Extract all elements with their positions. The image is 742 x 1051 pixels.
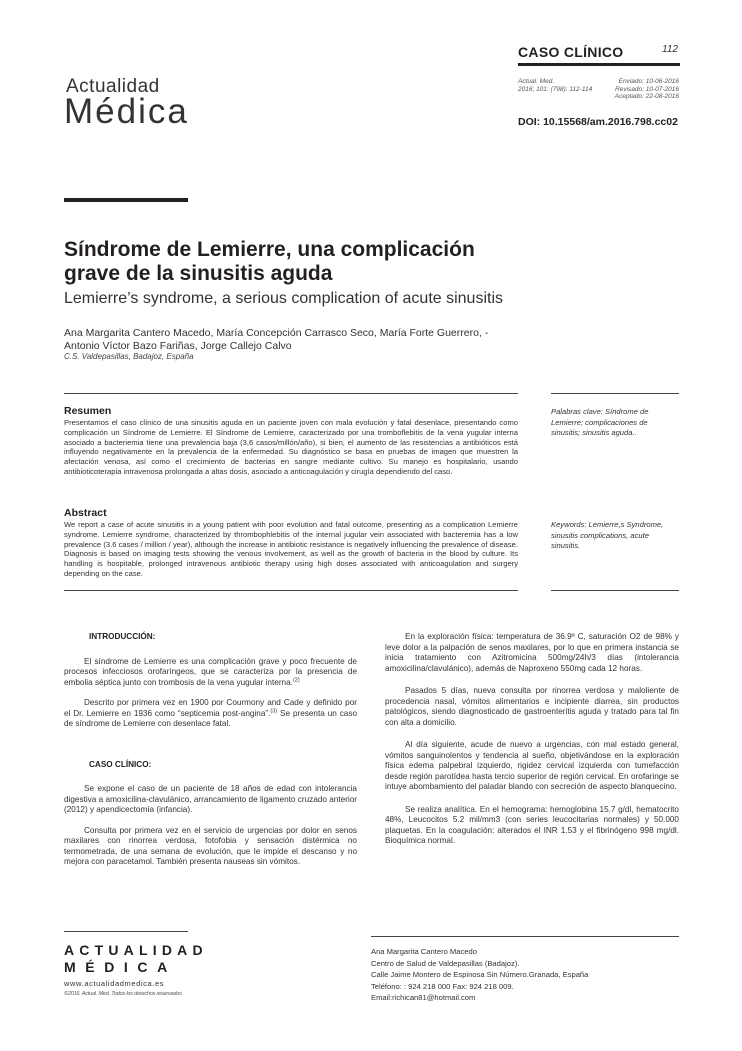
journal-url[interactable]: www.actualidadmedica.es [64,979,165,988]
abstract-top-rule [64,393,518,394]
citation-line: Actual. Med. [518,78,555,85]
header-rule-right [518,63,680,66]
intro-p2-text: Descrito por primera vez en 1900 por Courmony and Cade y definido por el Dr. Lemierre en 1936 como “septicemia post-angina”. [64,698,357,718]
keywords-top-rule [551,393,679,394]
title-line-2: grave de la sinusitis aguda [64,262,333,285]
contact-email[interactable]: Email:richican81@hotmail.com [371,993,476,1003]
keywords-es [551,407,681,439]
keywords-en-line: Keywords: Lemierre,s Syndrome, [551,520,664,529]
abstract-bottom-rule [64,590,518,591]
contact-name: Ana Margarita Cantero Macedo [371,947,477,956]
abstract-es-heading: Resumen [64,405,112,417]
emergency-paragraph: Al día siguiente, acude de nuevo a urgencias, con mal estado general, vómitos sanguinolentos y tendencia al sueño, objetivándose en la exploración física edema palpebral izquierdo, rigidez cervical izquierda con tumefacción desde región parotídea hasta tercio superior de región cervical. En orofaringe se intuye abombamiento del paladar blando con secreción de aspecto blanquecino. [385,740,679,791]
body-right-column [385,632,679,847]
intro-p2-text-b: Se presenta un caso de síndrome de Lemierre con desenlace fatal. [64,708,358,728]
footer-logo-line2: MÉDICA [64,959,177,975]
page-number: 112 [662,44,678,55]
authors-line-2: Antonio Víctor Bazo Fariñas, Jorge Callejo Calvo [64,339,292,352]
citation-line: 2016; 101: (798): 112-114 [518,85,593,93]
intro-paragraph-1 [64,657,357,689]
contact-phone: Teléfono: : 924 218 000 Fax: 924 218 009. [371,981,514,991]
ref-3: (3) [270,707,278,714]
copyright: ©2016. Actual. Med. Todos los derechos reservados [64,991,182,997]
exam-paragraph: En la exploración física: temperatura de 36.9º C, saturación O2 de 98% y leve dolor a la palpación de senos maxilares, por lo que en primera instancia se inicia tratamiento con Azitromicina 500mg/24h/3 días (intolerancia amoxicilina/clavulánico), además de Naproxeno 550mg cada 12 horas. [385,632,679,673]
intro-paragraph-2 [64,698,357,730]
keywords-es-line: Palabras clave: Síndrome de [551,407,649,416]
intro-heading: INTRODUCCIÓN: [89,632,156,641]
footer-rule-left [64,931,188,932]
article-dates [595,78,679,101]
date-revised: Revisado: 10-07-2016 [615,85,679,93]
citation [518,78,592,93]
body-left-column [64,632,357,868]
contact-address: Calle Jaime Montero de Espinosa Sin Número.Granada, España [371,970,589,980]
corresponding-author-contact [371,946,588,1004]
keywords-es-line: sinusitis; sinusitis aguda.. [551,428,637,437]
header-rule-left [64,198,188,202]
abstract-en-heading: Abstract [64,507,107,519]
ref-2: (2) [292,676,300,683]
doi: DOI: 10.15568/am.2016.798.cc02 [518,116,678,128]
keywords-en [551,520,681,552]
lab-paragraph: Se realiza analítica. En el hemograma: hemoglobina 15.7 g/dl, hematocrito 48%, Leucocitos 5.2 mil/mm3 (con series leucocitarias normales) y 50.000 plaquetas. En la coagulación: alterados el INR 1.53 y el fibrinógeno 998 mg/dl. Bioquímica normal. [385,804,679,845]
abstract-en-text: We report a case of acute sinusitis in a young patient with poor evolution and fatal outcome, presenting as a complication Lemierre syndrome. Lemierre syndrome, characterized by thrombophlebitis of the internal jugular vein associated with bacteremia has a low prevalence (3.6 cases / million / year), although the increase in antibiotic resistance is negatively influencing the prevalence of disease. Diagnosis is based on imaging tests showing the venous involvement, as well as the growth of bacteria in the blood by culture. Its handling is hospitable, prolonged intravenous antibiotic therapy using high doses associated with anticoagulation and surgery depending on the case. [64,520,518,578]
keywords-en-line: sinusitis complications, acute [551,530,649,540]
section-label: CASO CLÍNICO [518,44,624,60]
keywords-bottom-rule [551,590,679,591]
title-line-1: Síndrome de Lemierre, una complicación [64,238,475,261]
date-accepted: Aceptado: 22-08-2016 [614,93,679,100]
author-list [64,327,674,352]
case-heading: CASO CLÍNICO: [89,759,152,769]
footer-logo-line1: ACTUALIDAD [64,942,208,958]
keywords-es-line: Lemierre; complicaciones de [551,417,648,427]
journal-logo-small: Actualidad [66,76,160,97]
date-sent: Enviado: 10-06-2016 [618,78,679,85]
affiliation: C.S. Valdepasillas, Badajoz, España [64,352,194,361]
journal-logo-big: Médica [64,92,189,131]
article-title-spanish [64,238,624,286]
article-title-english: Lemierre’s syndrome, a serious complication of acute sinusitis [64,290,504,307]
followup-paragraph: Pasados 5 días, nueva consulta por rinorrea verdosa y maloliente de procedencia nasal, vómitos alimentarios e incipiente diarrea, sin productos patológicos, siendo diagnosticado de gastroenteritis aguda y tratado para tal fin con alta a domicilio. [385,686,679,727]
keywords-en-line: sinusitis. [551,541,581,550]
footer-rule-right [371,936,679,937]
case-paragraph-1: Se expone el caso de un paciente de 18 años de edad con intolerancia digestiva a amoxicilina-clavulánico, arrancamiento de ligamento cruzado anterior (2012) y apendicectomía (infancia). [64,784,357,814]
authors-line-1: Ana Margarita Cantero Macedo, María Concepción Carrasco Seco, María Forte Guerrero, - [64,327,489,339]
abstract-es-text: Presentamos el caso clínico de una sinusitis aguda en un paciente joven con mala evolución y fatal desenlace, presentando como complicación un Síndrome de Lemierre. El Síndrome de Lemierre, caracterizado por una tromboflebitis de la vena yugular interna asociado a bacteriemia tiene una prevalencia baja (3,6 casos/millón/año), si bien, el aumento de las resistencias a antibióticos está influyendo negativamente en la prevalencia de la enfermedad. Su diagnóstico se basa en pruebas de imagen que muestren la afectación venosa, así como el crecimiento de bacterias en sangre mediante cultivo. Su manejo es hospitalario, usando antibioticoterapia intravenosa prolongada a altas dosis, asociado a anticoagulación y cirugía dependiendo del caso. [64,418,518,476]
case-paragraph-2: Consulta por primera vez en el servicio de urgencias por dolor en senos maxilares con rinorrea verdosa, fotofobia y sensación distérmica no termometrada, de una semana de evolución, que le impide el descanso y no mejora con paracetamol. También presenta nauseas sin vómitos. [64,825,357,866]
contact-center: Centro de Salud de Valdepasillas (Badajoz). [371,958,520,968]
intro-p1-text: El síndrome de Lemierre es una complicación grave y poco frecuente de procesos infecciosos orofaríngeos, que se caracteriza por la presencia de embolia séptica junto con trombosis de la vena yugular interna. [64,656,357,687]
